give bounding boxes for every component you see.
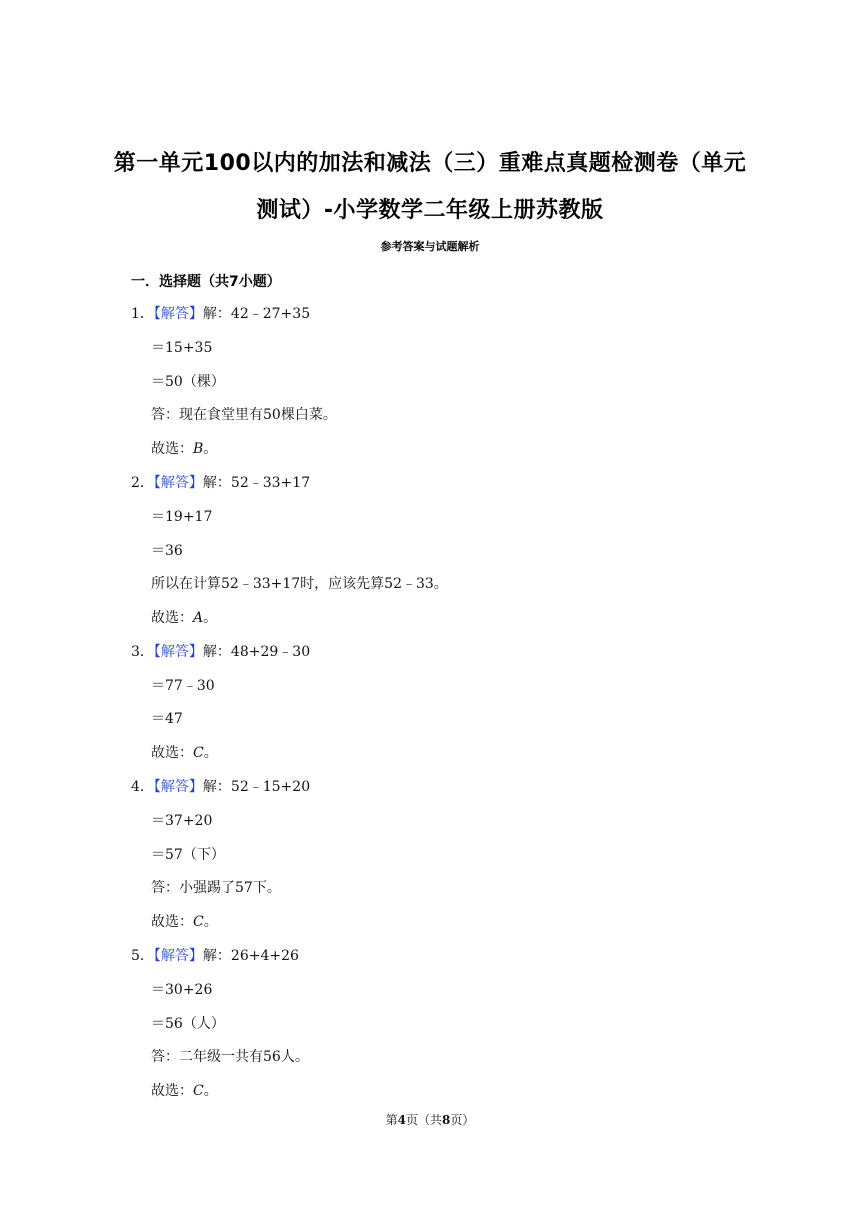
document-title-line-2: 测试）-小学数学二年级上册苏教版 (256, 198, 604, 223)
document-subtitle: 参考答案与试题解析 (380, 240, 480, 253)
solution-step: ＝56（人） (151, 1016, 225, 1032)
solution-step: ＝19+17 (151, 509, 213, 525)
question-number: 5． (131, 948, 154, 964)
choice-end: 。 (203, 914, 218, 930)
answer-tag: 【解答】 (153, 779, 203, 795)
choice-prefix: 故选： (151, 914, 193, 930)
solution-lead: 解：52﹣33+17 (202, 475, 311, 491)
solution-lead: 解：26+4+26 (202, 948, 299, 964)
footer-total-pages: 8 (442, 1113, 451, 1127)
choice-line (151, 439, 217, 459)
choice-prefix: 故选： (151, 441, 193, 457)
question-number: 2． (131, 475, 154, 491)
solution-lead: 解：42﹣27+35 (202, 306, 311, 322)
solution-step: 所以在计算52﹣33+17时，应该先算52﹣33。 (151, 576, 448, 592)
solution-step: ＝37+20 (151, 813, 213, 829)
footer-page-number: 4 (397, 1113, 406, 1127)
solution-step: 答：二年级一共有56人。 (151, 1049, 309, 1065)
solution-step: ＝77﹣30 (151, 678, 215, 694)
choice-end: 。 (203, 1083, 218, 1099)
choice-line (151, 608, 217, 628)
choice-prefix: 故选： (151, 1083, 193, 1099)
choice-prefix: 故选： (151, 745, 193, 761)
question-2-lead-line (131, 473, 310, 493)
footer-pre: 第 (385, 1113, 398, 1127)
solution-step: ＝30+26 (151, 982, 213, 998)
question-5-lead-line (131, 946, 299, 966)
solution-step: ＝50（棵） (151, 374, 225, 390)
choice-end: 。 (203, 610, 218, 626)
answer-tag: 【解答】 (153, 475, 203, 491)
answer-tag: 【解答】 (153, 948, 203, 964)
choice-letter: C (193, 914, 204, 930)
choice-letter: A (193, 610, 204, 626)
footer-post: 页） (450, 1113, 475, 1127)
answer-tag: 【解答】 (153, 644, 203, 660)
choice-letter: B (193, 441, 204, 457)
choice-end: 。 (203, 441, 218, 457)
choice-prefix: 故选： (151, 610, 193, 626)
page-footer (0, 1111, 860, 1128)
question-4-lead-line (131, 777, 310, 797)
choice-letter: C (193, 1083, 204, 1099)
solution-step: 答：小强踢了57下。 (151, 880, 281, 896)
solution-step: ＝15+35 (151, 340, 213, 356)
footer-mid: 页（共 (405, 1113, 442, 1127)
question-3-lead-line (131, 642, 310, 662)
solution-step: ＝47 (151, 711, 183, 727)
choice-line (151, 743, 218, 763)
document-title-line-1: 第一单元100以内的加法和减法（三）重难点真题检测卷（单元 (113, 151, 747, 176)
question-number: 1． (131, 306, 154, 322)
question-1-lead-line (131, 304, 310, 324)
question-number: 3． (131, 644, 154, 660)
solution-step: ＝36 (151, 543, 183, 559)
choice-line (151, 912, 218, 932)
solution-lead: 解：52﹣15+20 (202, 779, 311, 795)
choice-letter: C (193, 745, 204, 761)
answer-tag: 【解答】 (153, 306, 203, 322)
section-heading: 一．选择题（共7小题） (131, 274, 281, 290)
solution-step: 答：现在食堂里有50棵白菜。 (151, 407, 337, 423)
choice-line (151, 1081, 218, 1101)
solution-step: ＝57（下） (151, 847, 225, 863)
solution-lead: 解：48+29﹣30 (202, 644, 311, 660)
question-number: 4． (131, 779, 154, 795)
choice-end: 。 (203, 745, 218, 761)
